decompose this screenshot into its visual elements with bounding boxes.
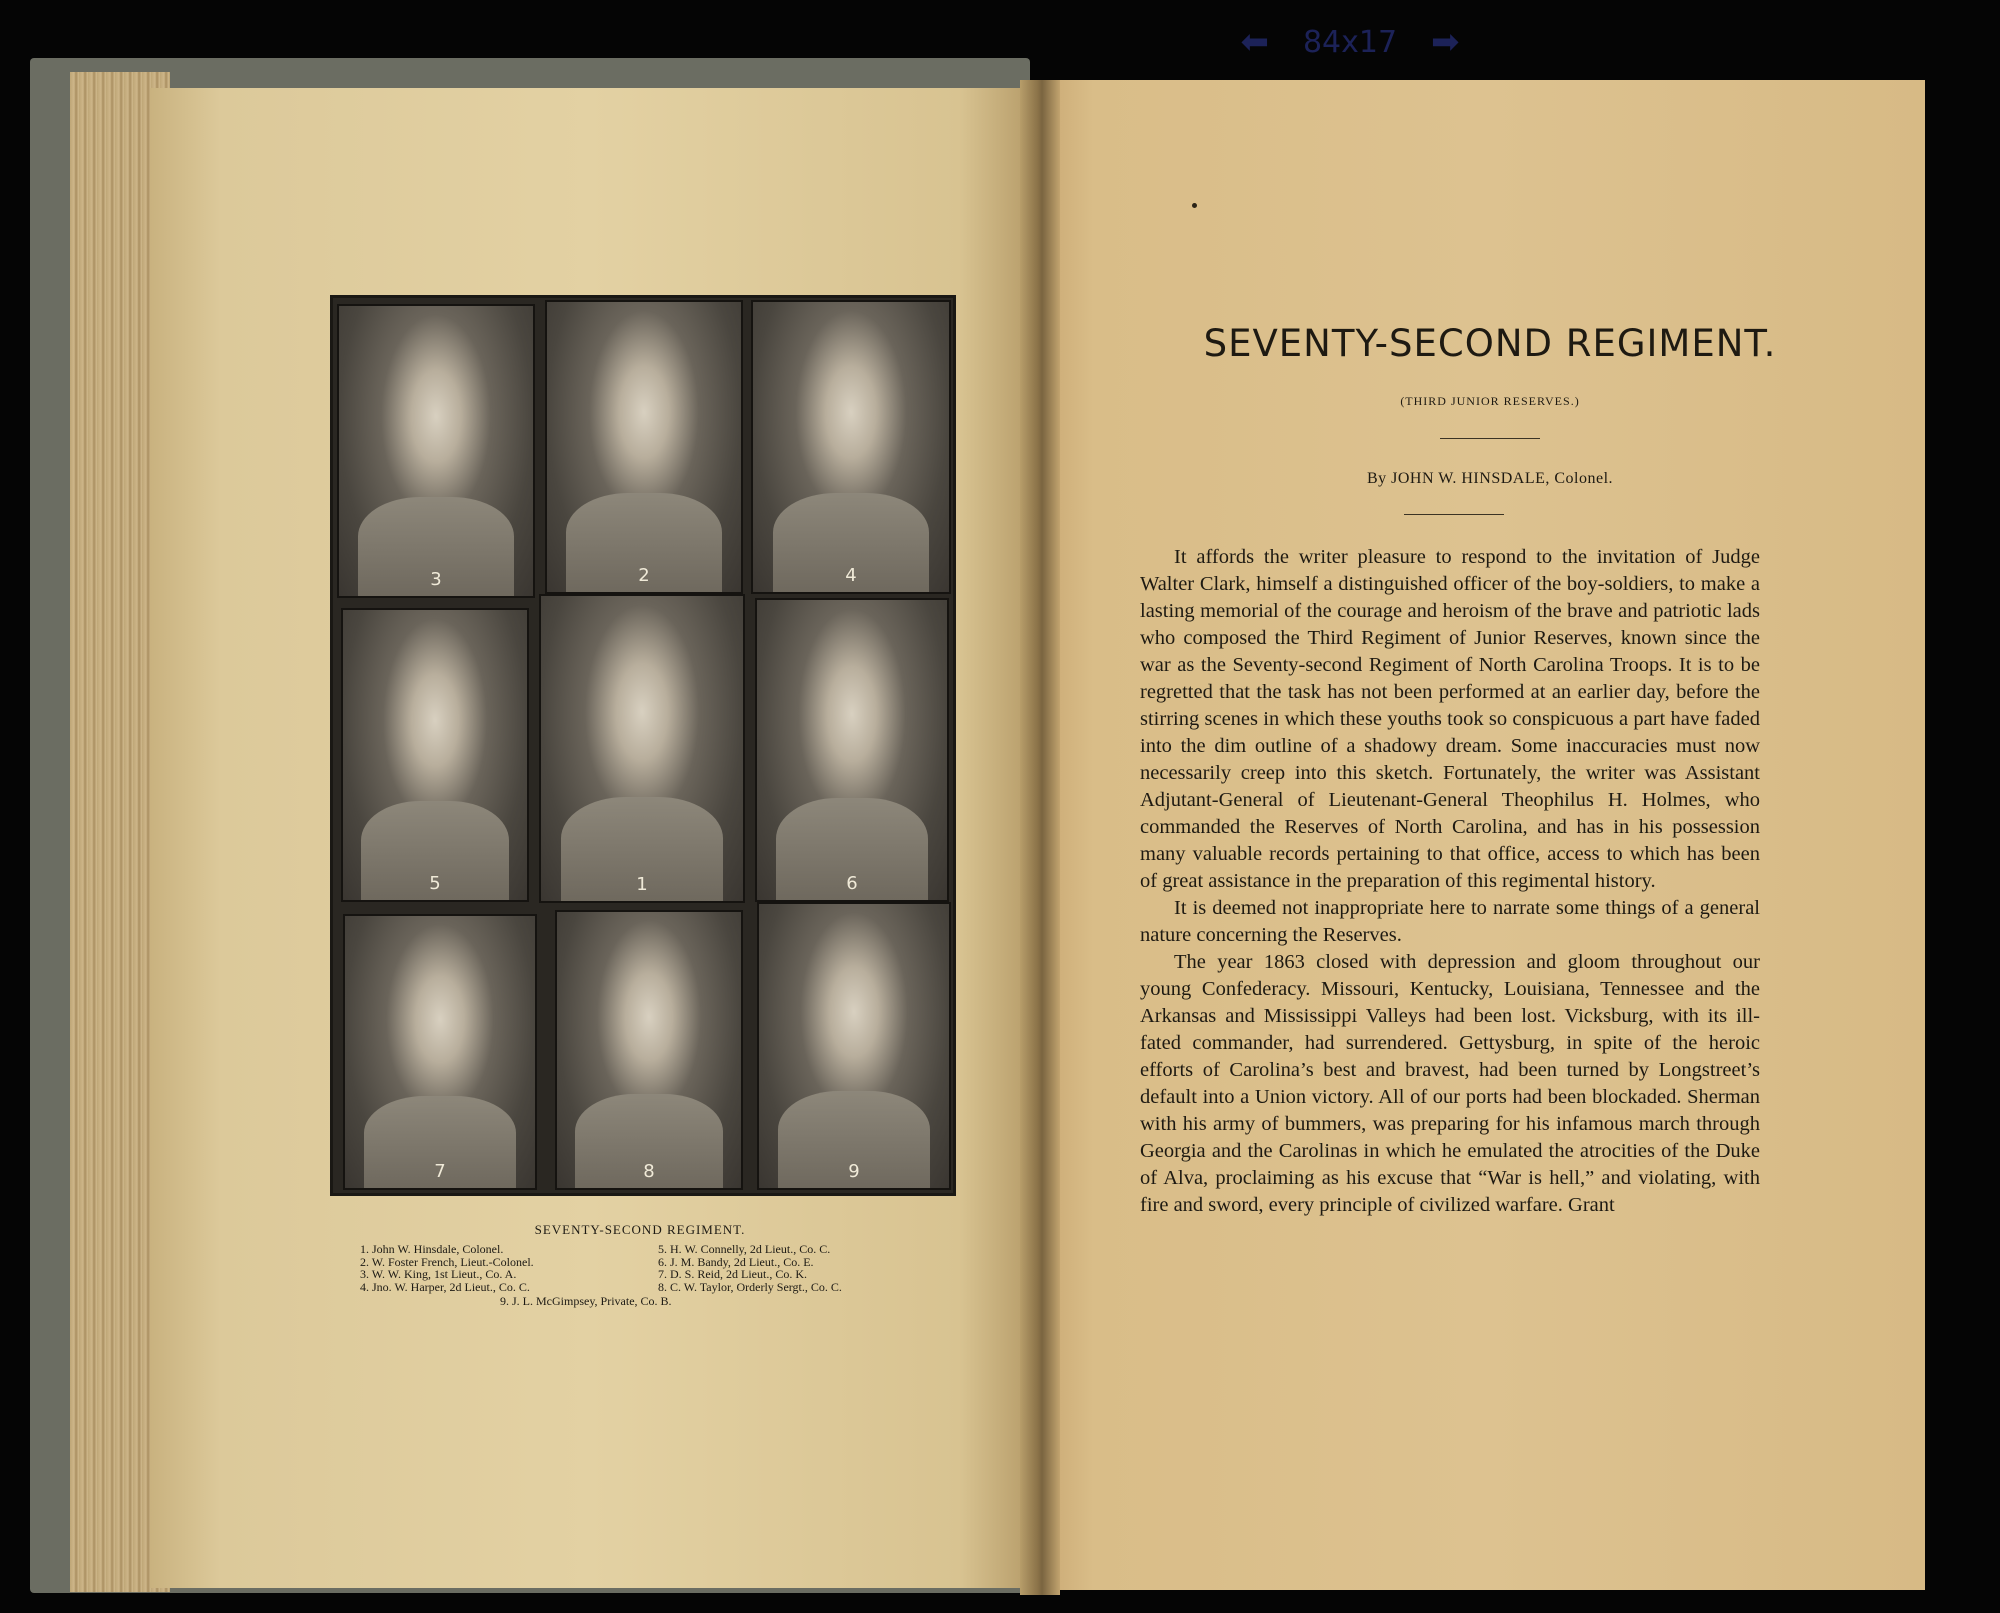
article-body (1140, 544, 1760, 1219)
caption-entry: 5. H. W. Connelly, 2d Lieut., Co. C. (658, 1242, 831, 1256)
portrait-number: 3 (430, 569, 442, 590)
caption-entry: 3. W. W. King, 1st Lieut., Co. A. (360, 1267, 517, 1281)
caption-entry: 9. J. L. McGimpsey, Private, Co. B. (500, 1294, 672, 1308)
caption-entry: 6. J. M. Bandy, 2d Lieut., Co. E. (658, 1254, 814, 1269)
portrait-6 (755, 598, 949, 902)
article-title: SEVENTY-SECOND REGIMENT. (1203, 322, 1777, 365)
portrait-9 (757, 902, 951, 1190)
portrait-plate (330, 295, 956, 1196)
portrait-4 (751, 300, 951, 594)
page-label: 84x17 (1302, 24, 1398, 60)
portrait-number: 9 (848, 1161, 860, 1182)
arrow-left-icon[interactable]: ⬅ (1240, 22, 1269, 62)
article-byline: By JOHN W. HINSDALE, Colonel. (1366, 470, 1614, 487)
portrait-3 (337, 304, 535, 598)
portrait-5 (341, 608, 529, 902)
caption-entry: 1. John W. Hinsdale, Colonel. (360, 1242, 504, 1256)
portrait-number: 8 (643, 1161, 655, 1182)
portrait-2 (545, 300, 743, 594)
caption-entry: 2. W. Foster French, Lieut.-Colonel. (360, 1254, 534, 1269)
portrait-7 (343, 914, 537, 1190)
plate-caption-title: SEVENTY-SECOND REGIMENT. (534, 1222, 746, 1237)
page-speck (1192, 203, 1197, 208)
portrait-8 (555, 910, 743, 1190)
caption-entry: 8. C. W. Taylor, Orderly Sergt., Co. C. (658, 1279, 842, 1294)
paragraph: The year 1863 closed with depression and gloom throughout our young Confederacy. Missouri, Kentucky, Louisiana, Tennessee and the Arkansas and Mississippi Valleys had been lost. Vicksburg, with its ill-fated commander, had surrendered. Gettysburg, in spite of the heroic efforts of Carolina’s best and bravest, had been turned by Longstreet’s default into a Union victory. All of our ports had been blockaded. Sherman with his army of bummers, was preparing for his infamous march through Georgia and the Carolinas in which he emulated the atrocities of the Duke of Alva, proclaiming as his excuse that “War is hell,” and violating, with fire and sword, every principle of civilized warfare. Grant (1140, 951, 1760, 1216)
book-gutter (1020, 80, 1060, 1595)
divider-rule (1440, 438, 1540, 439)
caption-column-1 (360, 1243, 660, 1293)
divider-rule (1404, 514, 1504, 515)
caption-column-2 (658, 1243, 958, 1293)
paragraph: It affords the writer pleasure to respond to the invitation of Judge Walter Clark, himself a distinguished officer of the boy-soldiers, to make a lasting memorial of the courage and heroism of the brave and patriotic lads who composed the Third Regiment of Junior Reserves, known since the war as the Seventy-second Regiment of North Carolina Troops. It is to be regretted that the task has not been performed at an earlier day, before the stirring scenes in which these youths took so conspicuous a part have faded into the dim outline of a shadowy dream. Some inaccuracies must now necessarily creep into this sketch. Fortunately, the writer was Assistant Adjutant-General of Lieutenant-General Theophilus H. Holmes, who commanded the Reserves of North Carolina, and has in his possession many valuable records pertaining to that office, access to which has been of great assistance in the preparation of this regimental history. (1140, 546, 1760, 892)
portrait-1 (539, 594, 745, 903)
page-nav-strip (1180, 22, 1520, 62)
portrait-number: 4 (845, 565, 857, 586)
paragraph: It is deemed not inappropriate here to narrate some things of a general nature concerning the Reserves. (1140, 897, 1760, 946)
portrait-number: 1 (636, 874, 648, 895)
portrait-number: 5 (429, 873, 441, 894)
article-subtitle: (THIRD JUNIOR RESERVES.) (1400, 394, 1580, 408)
portrait-number: 6 (846, 873, 858, 894)
portrait-number: 7 (434, 1161, 446, 1182)
caption-entry: 4. Jno. W. Harper, 2d Lieut., Co. C. (360, 1279, 530, 1294)
portrait-number: 2 (638, 565, 650, 586)
caption-entry: 7. D. S. Reid, 2d Lieut., Co. K. (658, 1267, 807, 1281)
arrow-right-icon[interactable]: ➡ (1431, 22, 1460, 62)
